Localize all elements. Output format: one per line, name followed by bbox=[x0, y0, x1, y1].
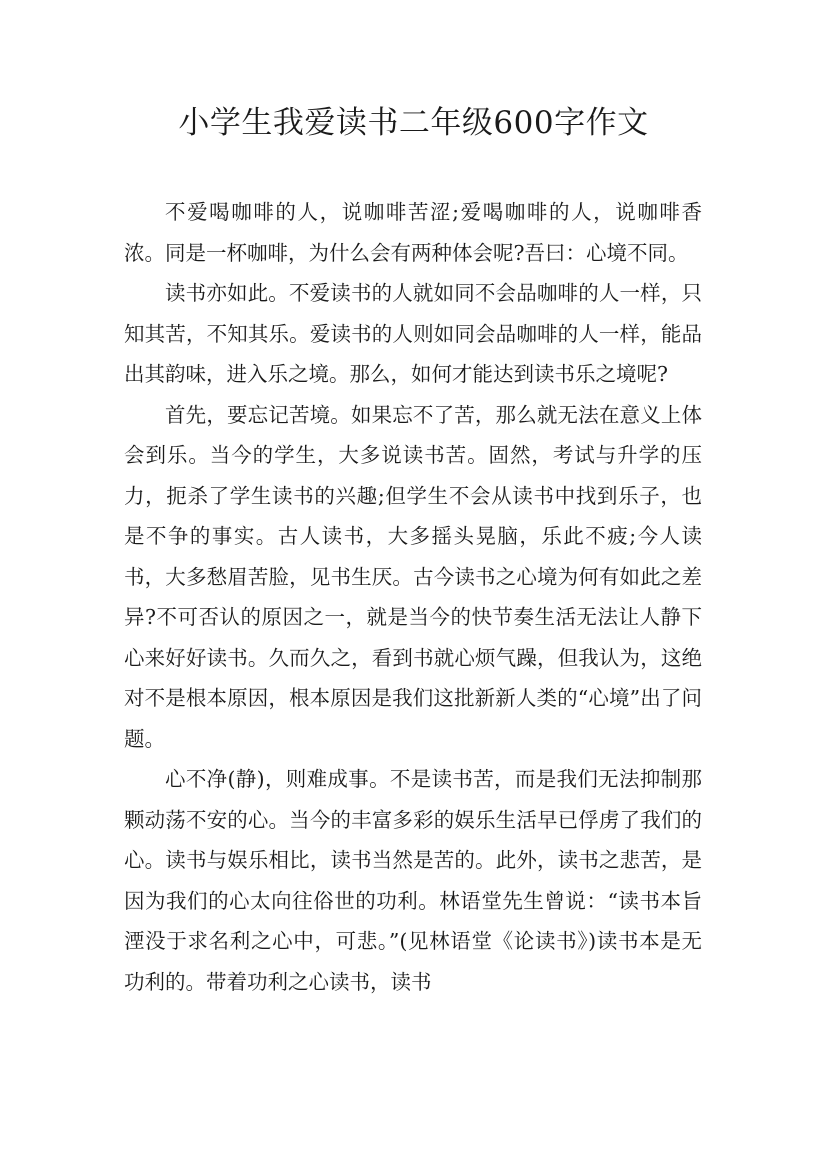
paragraph-4: 心不净(静)，则难成事。不是读书苦，而是我们无法抑制那颗动荡不安的心。当今的丰富多彩的娱乐生活早已俘虏了我们的心。读书与娱乐相比，读书当然是苦的。此外，读书之悲苦，是因为我们的心太向往俗世的功利。林语堂先生曾说：“读书本旨湮没于求名利之心中，可悲。”(见林语堂《论读书》)读书本是无功利的。带着功利之心读书，读书 bbox=[124, 767, 702, 994]
paragraph-2: 读书亦如此。不爱读书的人就如同不会品咖啡的人一样，只知其苦，不知其乐。爱读书的人则如同会品咖啡的人一样，能品出其韵味，进入乐之境。那么，如何才能达到读书乐之境呢? bbox=[124, 281, 702, 386]
paragraph-3: 首先，要忘记苦境。如果忘不了苦，那么就无法在意义上体会到乐。当今的学生，大多说读书苦。固然，考试与升学的压力，扼杀了学生读书的兴趣;但学生不会从读书中找到乐子，也是不争的事实。古人读书，大多摇头晃脑，乐此不疲;今人读书，大多愁眉苦脸，见书生厌。古今读书之心境为何有如此之差异?不可否认的原因之一，就是当今的快节奏生活无法让人静下心来好好读书。久而久之，看到书就心烦气躁，但我认为，这绝对不是根本原因，根本原因是我们这批新新人类的“心境”出了问题。 bbox=[124, 402, 702, 751]
document-title: 小学生我爱读书二年级600字作文 bbox=[178, 105, 649, 141]
paragraph-1: 不爱喝咖啡的人，说咖啡苦涩;爱喝咖啡的人，说咖啡香浓。同是一杯咖啡，为什么会有两种体会呢?吾曰：心境不同。 bbox=[124, 200, 702, 265]
document-body bbox=[124, 192, 702, 1002]
